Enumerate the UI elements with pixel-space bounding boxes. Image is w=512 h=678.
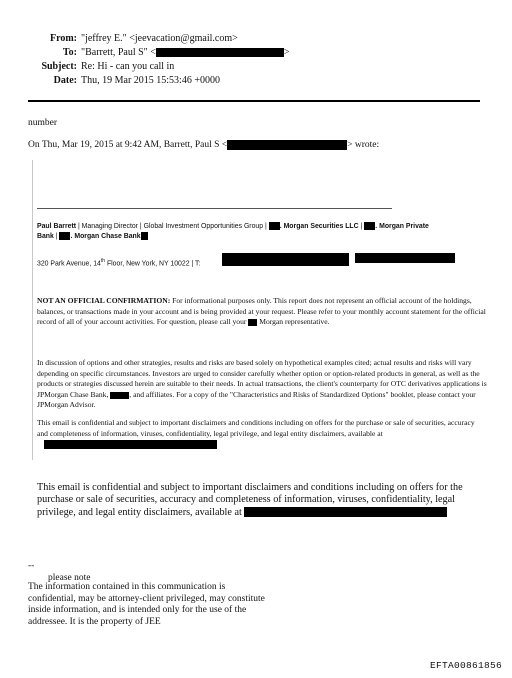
redaction bbox=[364, 222, 375, 230]
date-label: Date: bbox=[53, 75, 77, 86]
confirmation-notice: NOT AN OFFICIAL CONFIRMATION: For informational purposes only. This report does not represent an official account of the holdings, balances, or transactions made in your account and is being provided at your request. Please refer to your monthly account statement for the official record of all of your account activities. For question, please call your Morgan representative. bbox=[37, 296, 486, 327]
signature-block: Paul Barrett | Managing Director | Global Investment Opportunities Group | . Morgan Securities LLC | . Morgan Private Bank | . Morgan Chase Bank bbox=[37, 223, 429, 240]
footer-note: please note bbox=[48, 573, 91, 583]
redaction bbox=[156, 48, 284, 57]
options-disclaimer: In discussion of options and other strategies, results and risks are based solely on hypothetical examples cited; actual results and risks will vary depending on specific circumstances. Investors are urged to consider carefully whether option or option-related products in general, as well as the products or strategies discussed herein are suitable to their needs. In actual transactions, the client's counterparty for OTC derivatives applications is JPMorgan Chase Bank, , and affiliates. For a copy of the "Characteristics and Risks of Standardized Options" booklet, please contact your JPMorgan Advisor. bbox=[37, 358, 487, 410]
reply-text: number bbox=[28, 118, 58, 128]
email-disclaimer-small: This email is confidential and subject to important disclaimers and conditions including on offers for the purchase or sale of securities, accuracy and completeness of information, viruses, confidentiality, legal privilege, and legal entity disclaimers, available at bbox=[37, 418, 475, 438]
signature-address: 320 Park Avenue, 14th Floor, New York, NY 10022 | T: bbox=[37, 258, 201, 268]
redaction bbox=[59, 232, 70, 240]
header-divider bbox=[28, 100, 480, 102]
redaction bbox=[248, 319, 257, 326]
redaction bbox=[110, 392, 129, 399]
redaction bbox=[222, 253, 349, 266]
document-id: EFTA00861856 bbox=[430, 660, 503, 671]
signature-dashes: -- bbox=[28, 561, 35, 571]
subject-label: Subject: bbox=[41, 61, 77, 72]
email-disclaimer-large: This email is confidential and subject to important disclaimers and conditions including on offers for the purchase or sale of securities, accuracy and completeness of information, viruses, confidentiality, legal privilege, and legal entity disclaimers, available at bbox=[37, 482, 463, 518]
to-label: To: bbox=[62, 47, 77, 58]
quote-intro: On Thu, Mar 19, 2015 at 9:42 AM, Barrett, Paul S < > wrote: bbox=[28, 140, 380, 150]
subject-value: Re: Hi - can you call in bbox=[81, 61, 175, 72]
quote-bar bbox=[32, 160, 33, 460]
redaction bbox=[44, 440, 217, 449]
redaction bbox=[141, 232, 148, 240]
redaction bbox=[227, 140, 347, 150]
date-value: Thu, 19 Mar 2015 15:53:46 +0000 bbox=[81, 75, 220, 86]
redaction bbox=[244, 507, 447, 517]
from-value: "jeffrey E." <jeevacation@gmail.com> bbox=[81, 33, 238, 44]
signature-name: Paul Barrett bbox=[37, 223, 77, 230]
to-value: "Barrett, Paul S" < > bbox=[81, 47, 290, 58]
from-label: From: bbox=[49, 33, 77, 44]
redaction bbox=[355, 253, 455, 263]
signature-divider bbox=[37, 208, 392, 209]
redaction bbox=[269, 222, 280, 230]
footer-text: The information contained in this communication is confidential, may be attorney-client privileged, may constitute inside information, and is intended only for the use of the addressee. It is the property of JEE bbox=[28, 582, 265, 627]
